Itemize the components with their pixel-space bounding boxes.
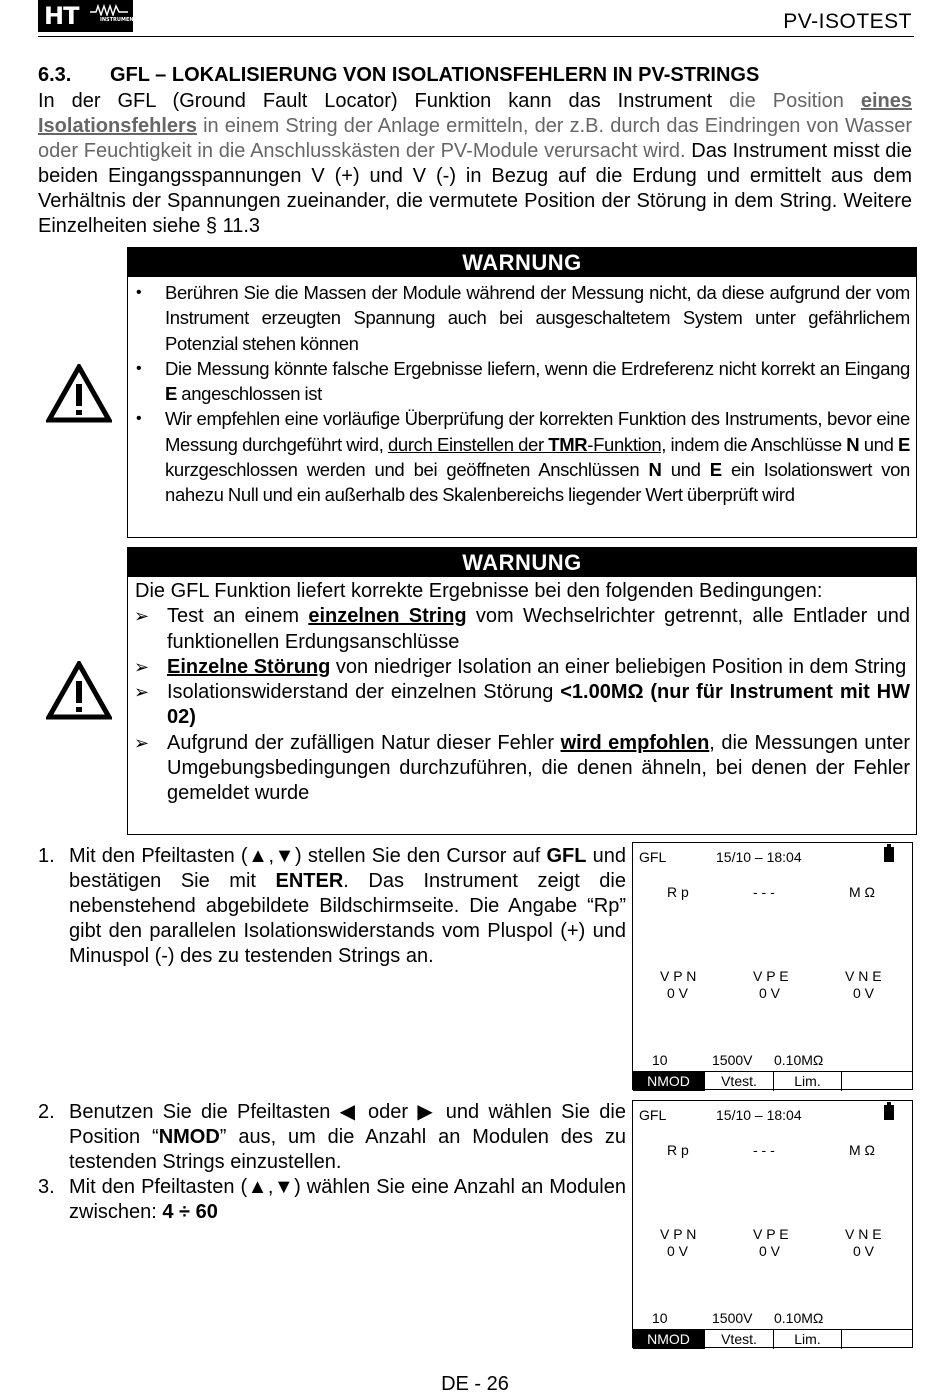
rp-unit: M Ω (849, 884, 876, 900)
step-item: 2. Benutzen Sie die Pfeiltasten ◀ oder ▶ und wählen Sie die Position “NMOD” aus, um die Anzahl an Modulen des zu testenden Strings einzustellen. (38, 1101, 626, 1173)
rp-value: - - - (753, 1142, 775, 1158)
step-list-2 (38, 1100, 626, 1225)
rp-label: R p (667, 1142, 689, 1158)
tab-empty (842, 1330, 912, 1349)
instrument-screen (632, 842, 913, 1090)
vne-label: V N E (845, 1226, 882, 1242)
vpn-label: V P N (660, 1226, 697, 1242)
tab-lim[interactable]: Lim. (774, 1330, 842, 1349)
battery-icon (884, 1105, 894, 1120)
logo-wave-icon (90, 4, 128, 16)
ht-logo (38, 0, 141, 32)
tab-lim[interactable]: Lim. (774, 1072, 842, 1091)
condition-item: ➢ Einzelne Störung von niedriger Isolation an einer beliebigen Position in dem String (134, 655, 907, 678)
lim-value: 0.10MΩ (774, 1310, 824, 1326)
warning-bullet: • Die Messung könnte falsche Ergebnisse liefern, wenn die Erdreferenz nicht korrekt an Eingang E angeschlossen ist (136, 357, 910, 405)
rp-label: R p (667, 884, 689, 900)
vne-value: 0 V (853, 985, 875, 1001)
battery-icon (884, 847, 894, 862)
screen-datetime: 15/10 – 18:04 (716, 1107, 802, 1123)
warning-lead: Die GFL Funktion liefert korrekte Ergebnisse bei den folgenden Bedingungen: (135, 580, 823, 602)
intro-paragraph: In der GFL (Ground Fault Locator) Funktion kann das Instrument die Position eines Isolationsfehlers in einem String der Anlage ermitteln, der z.B. durch das Eindringen von Wasser oder Feuchtigkeit in die Anschlusskästen der PV-Module verursacht wird. Das Instrument misst die beiden Eingangsspannungen V (+) und V (-) in Bezug auf die Erdung und ermittelt aus dem Verhältnis der Spannungen zueinander, die vermutete Position der Störung in dem String. Weitere Einzelheiten siehe § 11.3 (38, 90, 912, 237)
instrument-screen (632, 1100, 913, 1348)
warning-box-2 (127, 547, 917, 835)
condition-item: ➢ Aufgrund der zufälligen Natur dieser Fehler wird empfohlen, die Messungen unter Umgebungsbedingungen durchzuführen, die denen ähneln, bei denen der Fehler gemeldet wurde (134, 731, 910, 805)
logo-subtext: INSTRUMENTS (100, 17, 141, 23)
warning-heading: WARNUNG (128, 248, 916, 277)
screen-datetime: 15/10 – 18:04 (716, 849, 802, 865)
tab-nmod[interactable]: NMOD (633, 1072, 705, 1091)
section-heading (38, 64, 759, 87)
warning-box-1 (127, 247, 917, 538)
step-list-1 (38, 844, 626, 969)
condition-item: ➢ Isolationswiderstand der einzelnen Störung <1.00MΩ (nur für Instrument mit HW 02) (134, 681, 910, 729)
vpe-value: 0 V (759, 1243, 781, 1259)
step-item: 1. Mit den Pfeiltasten (▲,▼) stellen Sie den Cursor auf GFL und bestätigen Sie mit ENTER. Das Instrument zeigt die nebenstehend abgebildete Bildschirmseite. Die Angabe “Rp” gibt den parallelen Isolationswiderstands vom Pluspol (+) und Minuspol (-) des zu testenden Strings an. (38, 845, 627, 967)
lim-value: 0.10MΩ (774, 1052, 824, 1068)
logo-text: HT (44, 2, 79, 30)
tab-vtest[interactable]: Vtest. (705, 1330, 774, 1349)
screen-mode: GFL (639, 849, 667, 865)
document-title: PV-ISOTEST (783, 10, 912, 33)
vpn-value: 0 V (667, 1243, 689, 1259)
tab-empty (842, 1072, 912, 1091)
rp-value: - - - (753, 884, 775, 900)
warning-bullet: • Wir empfehlen eine vorläufige Überprüfung der korrekten Funktion des Instruments, bevor eine Messung durchgeführt wird, durch Einstellen der TMR-Funktion, indem die Anschlüsse N und E kurzgeschlossen werden und bei geöffneten Anschlüssen N und E ein Isolationswert von nahezu Null und ein außerhalb des Skalenbereichs liegender Wert überprüft wird (136, 408, 910, 506)
tab-vtest[interactable]: Vtest. (705, 1072, 774, 1091)
warning-heading: WARNUNG (128, 548, 916, 577)
warning-triangle-icon (46, 364, 112, 424)
rp-unit: M Ω (849, 1142, 876, 1158)
step-item: 3. Mit den Pfeiltasten (▲,▼) wählen Sie eine Anzahl an Modulen zwischen: 4 ÷ 60 (38, 1176, 626, 1223)
tab-nmod[interactable]: NMOD (633, 1330, 705, 1349)
vne-value: 0 V (853, 1243, 875, 1259)
vpe-label: V P E (753, 968, 789, 984)
warning-triangle-icon (46, 661, 112, 721)
vpe-label: V P E (753, 1226, 789, 1242)
vpn-value: 0 V (667, 985, 689, 1001)
warning-bullet: • Berühren Sie die Massen der Module während der Messung nicht, da diese aufgrund der vom Instrument erzeugten Spannung auch bei ausgeschaltetem System unter gefährlichem Potenzial stehen können (136, 282, 910, 354)
vtest-value: 1500V (712, 1052, 753, 1068)
vtest-value: 1500V (712, 1310, 753, 1326)
screen-mode: GFL (639, 1107, 667, 1123)
header-rule (38, 36, 914, 37)
section-title: GFL – LOKALISIERUNG VON ISOLATIONSFEHLERN IN PV-STRINGS (110, 64, 760, 86)
condition-item: ➢ Test an einem einzelnen String vom Wechselrichter getrennt, alle Entlader und funktionellen Erdungsanschlüsse (134, 605, 910, 653)
section-number: 6.3. (38, 64, 72, 86)
nmod-value: 10 (652, 1052, 668, 1068)
screen-tab-bar (633, 1071, 912, 1091)
vpn-label: V P N (660, 968, 697, 984)
page-number: DE - 26 (441, 1373, 509, 1395)
nmod-value: 10 (652, 1310, 668, 1326)
screen-tab-bar (633, 1329, 912, 1349)
vpe-value: 0 V (759, 985, 781, 1001)
vne-label: V N E (845, 968, 882, 984)
